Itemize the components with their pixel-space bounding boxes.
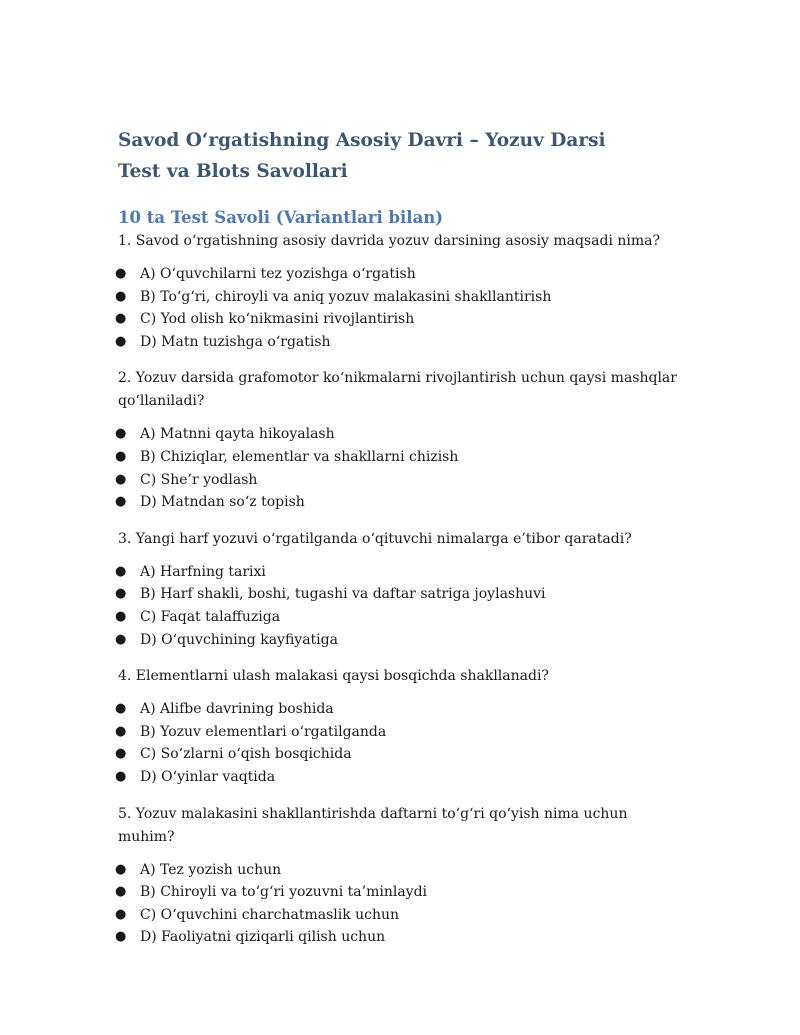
bullet-icon: ● xyxy=(115,288,127,304)
section-heading: 10 ta Test Savoli (Variantlari bilan) xyxy=(118,208,444,227)
bullet-icon: ● xyxy=(115,448,127,464)
option-item xyxy=(115,286,688,309)
option-item xyxy=(115,263,688,286)
question-text: 2. Yozuv darsida grafomotor ko‘nikmalarni rivojlantirish uchun qaysi mashqlar qo‘llaniladi? xyxy=(118,370,677,410)
option-text: D) Faoliyatni qiziqarli qilish uchun xyxy=(140,929,386,946)
title-line-2: Test va Blots Savollari xyxy=(118,161,348,182)
option-text: B) Chiroyli va to‘g‘ri yozuvni ta’minlaydi xyxy=(140,884,428,901)
question-5 xyxy=(115,803,688,949)
option-item xyxy=(115,606,688,629)
bullet-icon: ● xyxy=(115,586,127,602)
option-item xyxy=(115,331,688,354)
bullet-icon: ● xyxy=(115,494,127,510)
option-item xyxy=(115,743,688,766)
question-text: 4. Elementlarni ulash malakasi qaysi bosqichda shakllanadi? xyxy=(118,668,549,685)
option-item xyxy=(115,561,688,584)
option-item xyxy=(115,469,688,492)
bullet-icon: ● xyxy=(115,631,127,647)
question-text: 3. Yangi harf yozuvi o‘rgatilganda o‘qituvchi nimalarga e’tibor qaratadi? xyxy=(118,530,632,547)
option-text: C) Faqat talaffuziga xyxy=(140,608,281,625)
question-3 xyxy=(115,528,688,651)
option-text: A) Alifbe davrining boshida xyxy=(140,701,334,718)
option-item xyxy=(115,721,688,744)
question-text: 5. Yozuv malakasini shakllantirishda daftarni to‘g‘ri qo‘yish nima uchun muhim? xyxy=(118,805,628,845)
question-1 xyxy=(115,230,688,353)
document-page xyxy=(115,125,688,949)
bullet-icon: ● xyxy=(115,701,127,717)
option-item xyxy=(115,881,688,904)
option-item xyxy=(115,583,688,606)
bullet-icon: ● xyxy=(115,333,127,349)
option-item xyxy=(115,698,688,721)
option-item xyxy=(115,859,688,882)
option-text: B) Yozuv elementlari o‘rgatilganda xyxy=(140,723,387,740)
option-text: C) O‘quvchini charchatmaslik uchun xyxy=(140,906,400,923)
question-2 xyxy=(115,367,688,513)
option-text: D) Matndan so‘z topish xyxy=(140,494,305,511)
option-list xyxy=(115,698,688,788)
bullet-icon: ● xyxy=(115,723,127,739)
option-item xyxy=(115,308,688,331)
option-text: B) Harf shakli, boshi, tugashi va daftar satriga joylashuvi xyxy=(140,586,546,603)
option-text: C) Yod olish ko‘nikmasini rivojlantirish xyxy=(140,311,415,328)
option-text: A) Tez yozish uchun xyxy=(140,861,282,878)
option-text: A) Harfning tarixi xyxy=(140,563,266,580)
option-text: D) O‘quvchining kayfiyatiga xyxy=(140,631,338,648)
option-item xyxy=(115,926,688,949)
bullet-icon: ● xyxy=(115,563,127,579)
option-list xyxy=(115,561,688,651)
option-text: A) O‘quvchilarni tez yozishga o‘rgatish xyxy=(140,266,416,282)
bullet-icon: ● xyxy=(115,426,127,442)
bullet-icon: ● xyxy=(115,311,127,327)
title-line-1: Savod O‘rgatishning Asosiy Davri – Yozuv Darsi xyxy=(118,130,606,151)
question-4 xyxy=(115,665,688,788)
bullet-icon: ● xyxy=(115,266,127,281)
bullet-icon: ● xyxy=(115,884,127,900)
option-list xyxy=(115,263,688,353)
option-item xyxy=(115,766,688,789)
option-text: C) She’r yodlash xyxy=(140,471,258,488)
bullet-icon: ● xyxy=(115,906,127,922)
option-text: D) O‘yinlar vaqtida xyxy=(140,768,276,785)
option-list xyxy=(115,859,688,949)
option-item xyxy=(115,629,688,652)
bullet-icon: ● xyxy=(115,768,127,784)
document-title xyxy=(118,125,688,187)
option-item xyxy=(115,446,688,469)
bullet-icon: ● xyxy=(115,746,127,762)
option-item xyxy=(115,904,688,927)
option-text: B) Chiziqlar, elementlar va shakllarni chizish xyxy=(140,448,459,465)
option-text: B) To‘g‘ri, chiroyli va aniq yozuv malakasini shakllantirish xyxy=(140,288,552,305)
option-item xyxy=(115,423,688,446)
option-text: C) So‘zlarni o‘qish bosqichida xyxy=(140,746,352,763)
option-text: D) Matn tuzishga o‘rgatish xyxy=(140,333,331,350)
bullet-icon: ● xyxy=(115,929,127,945)
option-list xyxy=(115,423,688,513)
question-text: 1. Savod o‘rgatishning asosiy davrida yozuv darsining asosiy maqsadi nima? xyxy=(118,233,661,249)
bullet-icon: ● xyxy=(115,608,127,624)
option-item xyxy=(115,491,688,514)
bullet-icon: ● xyxy=(115,471,127,487)
bullet-icon: ● xyxy=(115,861,127,877)
option-text: A) Matnni qayta hikoyalash xyxy=(140,426,335,443)
